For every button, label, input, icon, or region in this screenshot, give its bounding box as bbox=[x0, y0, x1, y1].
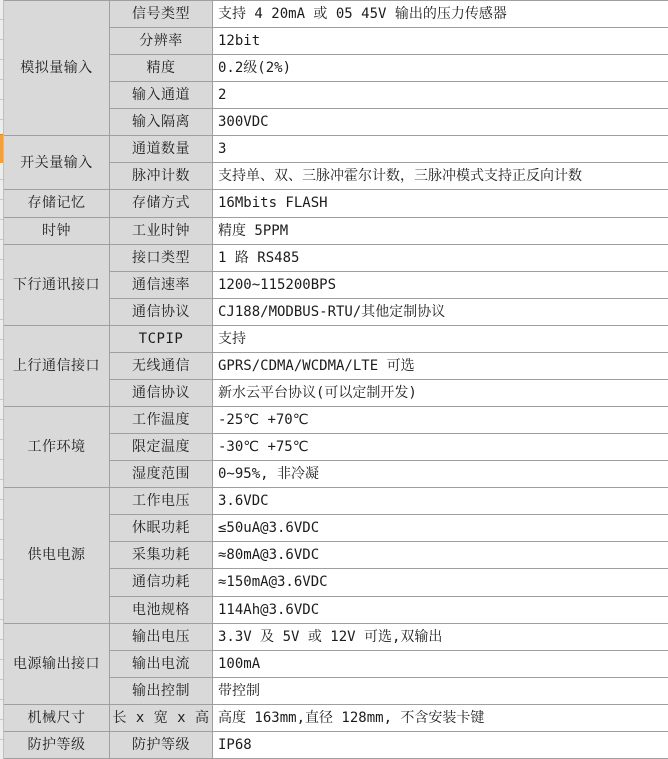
parameter-value-cell: 12bit bbox=[213, 28, 668, 55]
parameter-label-cell: 输出电流 bbox=[110, 651, 213, 678]
parameter-value-cell: 3.6VDC bbox=[213, 488, 668, 515]
parameter-label-cell: 精度 bbox=[110, 55, 213, 82]
parameter-value-cell: 114Ah@3.6VDC bbox=[213, 597, 668, 624]
parameter-label-cell: 输出控制 bbox=[110, 678, 213, 705]
parameter-value-cell: 2 bbox=[213, 82, 668, 109]
parameter-label-cell: 输入隔离 bbox=[110, 109, 213, 136]
parameter-label-cell: 分辨率 bbox=[110, 28, 213, 55]
parameter-label-cell: 限定温度 bbox=[110, 434, 213, 461]
parameter-label-cell: 通信速率 bbox=[110, 272, 213, 299]
parameter-label-cell: 通信协议 bbox=[110, 299, 213, 326]
parameter-value-cell: 支持单、双、三脉冲霍尔计数，三脉冲模式支持正反向计数 bbox=[213, 163, 668, 190]
parameter-label-cell: 通信协议 bbox=[110, 380, 213, 407]
parameter-value-cell: 100mA bbox=[213, 651, 668, 678]
parameter-value-cell: 1 路 RS485 bbox=[213, 245, 668, 272]
parameter-label-cell: 接口类型 bbox=[110, 245, 213, 272]
parameter-label-cell: 存储方式 bbox=[110, 190, 213, 217]
parameter-value-cell: -25℃ +70℃ bbox=[213, 407, 668, 434]
parameter-label-cell: 工作温度 bbox=[110, 407, 213, 434]
parameter-label-cell: 休眠功耗 bbox=[110, 515, 213, 542]
category-cell: 时钟 bbox=[4, 218, 110, 245]
category-cell: 存储记忆 bbox=[4, 190, 110, 217]
parameter-label-cell: 防护等级 bbox=[110, 732, 213, 759]
parameter-value-cell: 300VDC bbox=[213, 109, 668, 136]
parameter-value-cell: 0~95%, 非冷凝 bbox=[213, 461, 668, 488]
parameter-value-cell: 支持 bbox=[213, 326, 668, 353]
parameter-value-cell: 3 bbox=[213, 136, 668, 163]
orange-cell-marker bbox=[0, 134, 3, 163]
parameter-label-cell: 通信功耗 bbox=[110, 569, 213, 596]
category-cell: 防护等级 bbox=[4, 732, 110, 759]
category-cell: 下行通讯接口 bbox=[4, 245, 110, 326]
parameter-label-cell: 电池规格 bbox=[110, 597, 213, 624]
parameter-value-cell: 0.2级(2%) bbox=[213, 55, 668, 82]
category-cell: 电源输出接口 bbox=[4, 624, 110, 705]
category-cell: 机械尺寸 bbox=[4, 705, 110, 732]
parameter-label-cell: 输出电压 bbox=[110, 624, 213, 651]
parameter-label-cell: 脉冲计数 bbox=[110, 163, 213, 190]
category-cell: 供电电源 bbox=[4, 488, 110, 623]
category-cell: 工作环境 bbox=[4, 407, 110, 488]
parameter-label-cell: 通道数量 bbox=[110, 136, 213, 163]
category-cell: 模拟量输入 bbox=[4, 1, 110, 136]
parameter-value-cell: 3.3V 及 5V 或 12V 可选,双输出 bbox=[213, 624, 668, 651]
parameter-value-cell: GPRS/CDMA/WCDMA/LTE 可选 bbox=[213, 353, 668, 380]
parameter-label-cell: 无线通信 bbox=[110, 353, 213, 380]
parameter-label-cell: 湿度范围 bbox=[110, 461, 213, 488]
parameter-label-cell: TCPIP bbox=[110, 326, 213, 353]
parameter-value-cell: -30℃ +75℃ bbox=[213, 434, 668, 461]
parameter-value-cell: ≈150mA@3.6VDC bbox=[213, 569, 668, 596]
parameter-value-cell: 精度 5PPM bbox=[213, 218, 668, 245]
parameter-value-cell: ≈80mA@3.6VDC bbox=[213, 542, 668, 569]
specification-table bbox=[4, 0, 668, 759]
parameter-value-cell: 支持 4 20mA 或 05 45V 输出的压力传感器 bbox=[213, 1, 668, 28]
parameter-value-cell: 16Mbits FLASH bbox=[213, 190, 668, 217]
category-cell: 上行通信接口 bbox=[4, 326, 110, 407]
category-cell: 开关量输入 bbox=[4, 136, 110, 190]
parameter-label-cell: 工作电压 bbox=[110, 488, 213, 515]
parameter-label-cell: 输入通道 bbox=[110, 82, 213, 109]
parameter-label-cell: 采集功耗 bbox=[110, 542, 213, 569]
parameter-label-cell: 工业时钟 bbox=[110, 218, 213, 245]
parameter-value-cell: 带控制 bbox=[213, 678, 668, 705]
parameter-value-cell: 高度 163mm,直径 128mm, 不含安装卡键 bbox=[213, 705, 668, 732]
parameter-value-cell: IP68 bbox=[213, 732, 668, 759]
parameter-label-cell: 长 x 宽 x 高 bbox=[110, 705, 213, 732]
parameter-value-cell: ≤50uA@3.6VDC bbox=[213, 515, 668, 542]
parameter-value-cell: 1200~115200BPS bbox=[213, 272, 668, 299]
parameter-value-cell: 新水云平台协议(可以定制开发) bbox=[213, 380, 668, 407]
parameter-label-cell: 信号类型 bbox=[110, 1, 213, 28]
parameter-value-cell: CJ188/MODBUS-RTU/其他定制协议 bbox=[213, 299, 668, 326]
